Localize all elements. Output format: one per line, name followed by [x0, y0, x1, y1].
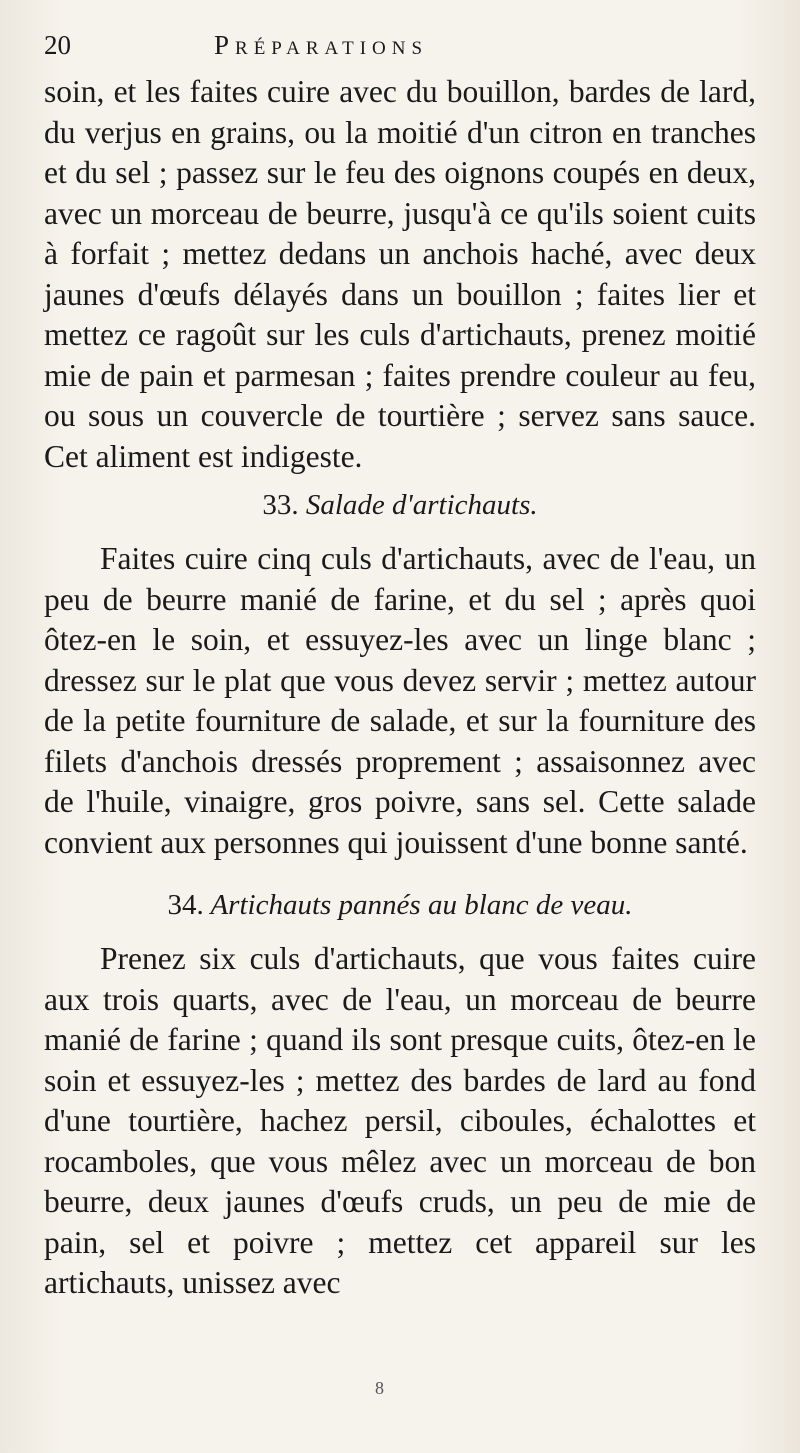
intro-paragraph: soin, et les faites cuire avec du bouillon, bardes de lard, du verjus en grains, ou la moitié d'un citron en tranches et du sel ; passez sur le feu des oignons coupés en deux, avec un morceau de beurre, jusqu'à ce qu'ils soient cuits à forfait ; mettez dedans un anchois haché, avec deux jaunes d'œufs délayés dans un bouillon ; faites lier et mettez ce ragoût sur les culs d'artichauts, prenez moitié mie de pain et parmesan ; faites prendre couleur au feu, ou sous un couvercle de tourtière ; servez sans sauce. Cet aliment est indigeste.	[44, 74, 756, 474]
signature-mark: 8	[375, 1378, 384, 1398]
section-title-34	[44, 885, 756, 925]
section-title-33	[44, 485, 756, 525]
section-number: 34.	[167, 889, 204, 921]
running-head	[44, 26, 756, 72]
section-heading: Salade d'artichauts.	[305, 489, 538, 521]
section-body-34: Prenez six culs d'artichauts, que vous faites cuire aux trois quarts, avec de l'eau, un morceau de beurre manié de farine ; quand ils sont presque cuits, ôtez-en le soin et essuyez-les ; mettez des bardes de lard au fond d'une tourtière, hachez persil, ciboules, échalottes et rocamboles, que vous mêlez avec un morceau de bon beurre, deux jaunes d'œufs cruds, un peu de mie de pain, sel et poivre ; mettez cet appareil sur les artichauts, unissez avec	[44, 941, 756, 1300]
page-number: 20	[44, 30, 71, 60]
section-body-33: Faites cuire cinq culs d'artichauts, avec de l'eau, un peu de beurre manié de farine, et du sel ; après quoi ôtez-en le soin, et essuyez-les avec un linge blanc ; dressez sur le plat que vous devez servir ; mettez autour de la petite fourniture de salade, et sur la fourniture des filets d'anchois dressés proprement ; assaisonnez avec de l'huile, vinaigre, gros poivre, sans sel. Cette salade convient aux personnes qui jouissent d'une bonne santé.	[44, 541, 756, 860]
running-title: Préparations	[214, 30, 429, 60]
section-heading: Artichauts pannés au blanc de veau.	[210, 889, 633, 921]
section-number: 33.	[262, 489, 299, 521]
page-text	[44, 72, 756, 1304]
